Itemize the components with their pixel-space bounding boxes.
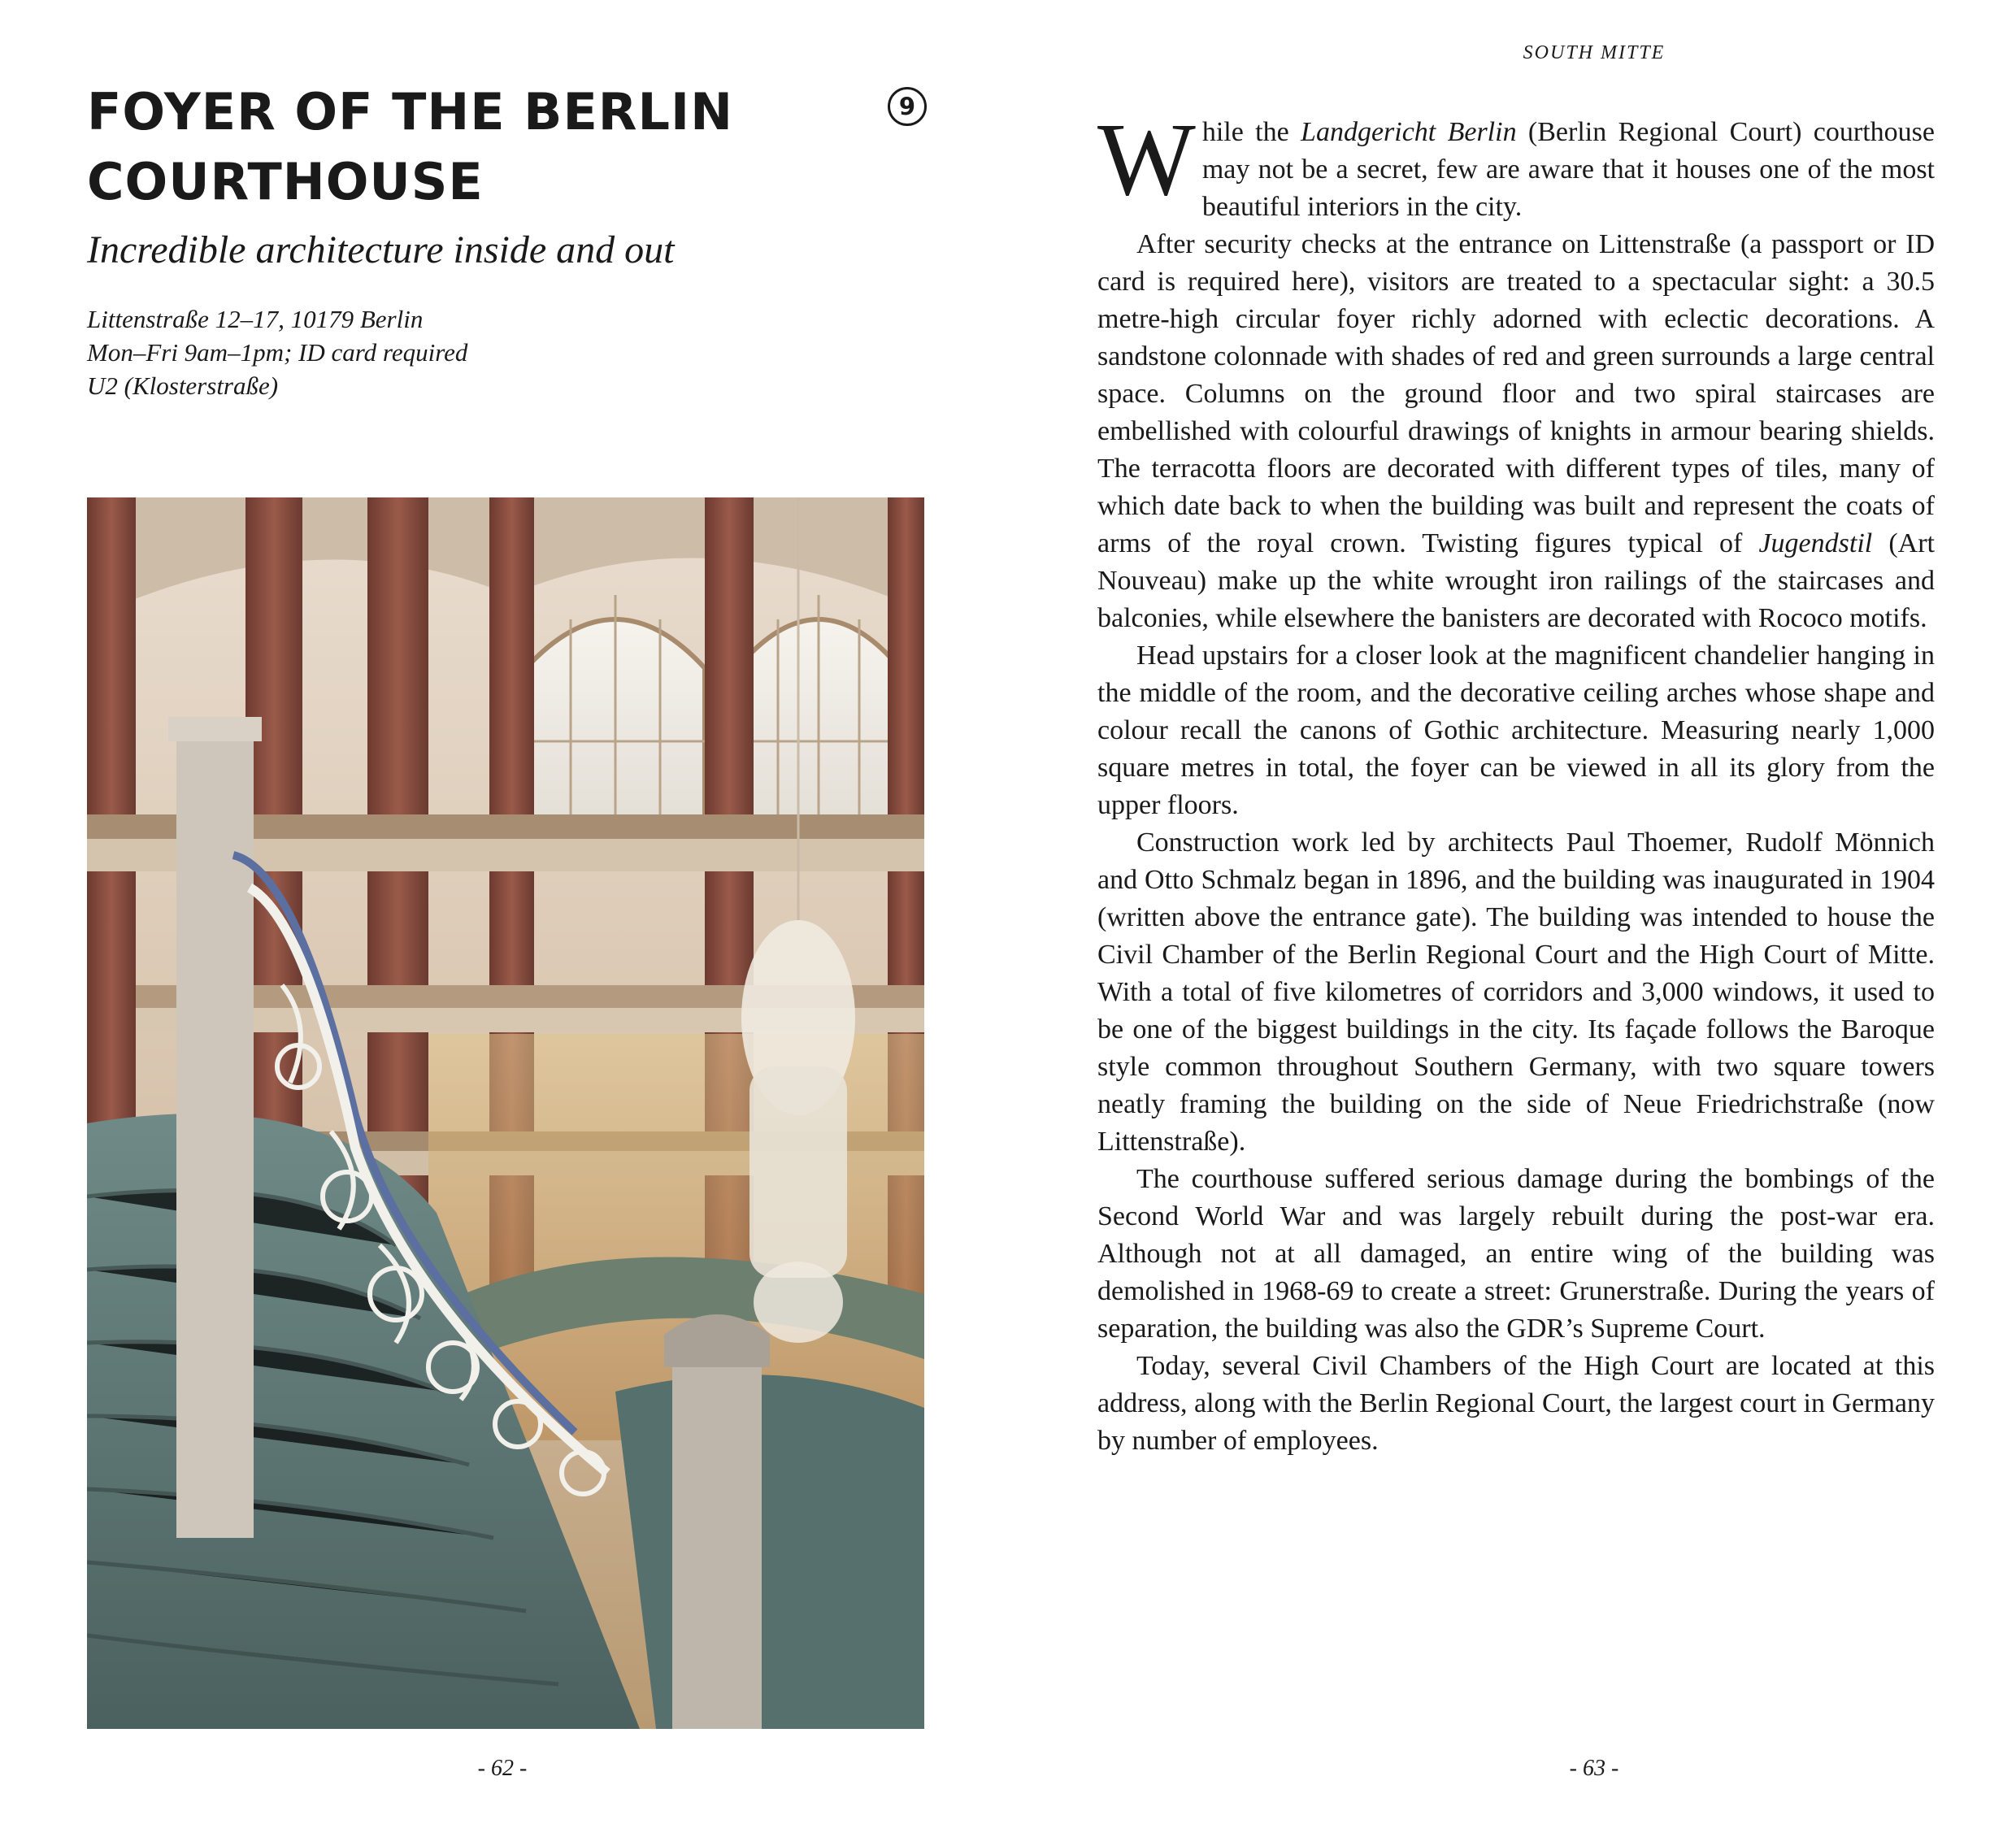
right-page: [1008, 0, 2016, 1824]
page-number-left: - 62 -: [477, 1756, 528, 1781]
paragraph-1-italic: Landgericht Berlin: [1301, 117, 1517, 147]
paragraph-2-text-b: (Art Nouveau) make up the white wrought iron railings of the staircases and balconies, while elsewhere the banisters are decorated with Rococo motifs.: [1097, 528, 1935, 633]
paragraph-5: The courthouse suffered serious damage during the bombings of the Second World War and was largely rebuilt during the post-war era. Although not at all damaged, an entire wing of the building was demolished in 1968-69 to create a street: Grunerstraße. During the years of separation, the building was also the GDR’s Supreme Court.: [1097, 1164, 1935, 1344]
title-line-1: FOYER OF THE BERLIN: [87, 82, 733, 141]
page-number-right: - 63 -: [1569, 1756, 1619, 1781]
paragraph-2: [1097, 226, 1935, 637]
paragraph-2-text-a: After security checks at the entrance on Littenstraße (a passport or ID card is required here), visitors are treated to a spectacular sight: a 30.5 metre-high circular foyer richly adorned with eclectic decorations. A sandstone colonnade with shades of red and green surrounds a large central space. Columns on the ground floor and two spiral staircases are embellished with colourful drawings of knights in armour bearing shields. The terracotta floors are decorated with different types of tiles, many of which date back to when the building was built and represent the coats of arms of the royal crown. Twisting figures typical of: [1097, 229, 1935, 558]
page-title: [87, 77, 819, 217]
running-head: SOUTH MITTE: [1523, 42, 1666, 63]
title-line-2: COURTHOUSE: [87, 152, 484, 211]
article-body: [1097, 102, 1935, 1460]
info-address: Littenstraße 12–17, 10179 Berlin: [87, 305, 424, 333]
paragraph-2-italic: Jugendstil: [1758, 528, 1873, 558]
info-hours: Mon–Fri 9am–1pm; ID card required: [87, 338, 468, 367]
paragraph-1: [1097, 102, 1935, 226]
site-number-badge: 9: [888, 87, 927, 126]
subtitle: Incredible architecture inside and out: [87, 228, 675, 271]
foyer-illustration: [87, 497, 924, 1729]
drop-cap: W: [1097, 102, 1196, 217]
info-transport: U2 (Klosterstraße): [87, 371, 279, 400]
paragraph-1-text-a: hile the: [1201, 117, 1301, 147]
paragraph-3: Head upstairs for a closer look at the magnificent chandelier hanging in the middle of the room, and the decorative ceiling arches whose shape and colour recall the canons of Gothic architecture. Measuring nearly 1,000 square metres in total, the foyer can be viewed in all its glory from the upper floors.: [1097, 641, 1935, 820]
paragraph-4: Construction work led by architects Paul Thoemer, Rudolf Mönnich and Otto Schmalz began in 1896, and the building was inaugurated in 1904 (written above the entrance gate). The building was intended to house the Civil Chamber of the Berlin Regional Court and the High Court of Mitte. With a total of five kilometres of corridors and 3,000 windows, it used to be one of the biggest buildings in the city. Its façade follows the Baroque style common throughout Southern Germany, with two square towers neatly framing the building on the side of Neue Friedrichstraße (now Littenstraße).: [1097, 827, 1935, 1157]
courthouse-foyer-photo: [87, 497, 924, 1729]
practical-info: [87, 302, 819, 402]
paragraph-6: Today, several Civil Chambers of the High Court are located at this address, along with the Berlin Regional Court, the largest court in Germany by number of employees.: [1097, 1351, 1935, 1456]
paragraph-1-text-b: (Berlin Regional Court) courthouse may not be a secret, few are aware that it houses one of the most beautiful interiors in the city.: [1201, 117, 1935, 222]
